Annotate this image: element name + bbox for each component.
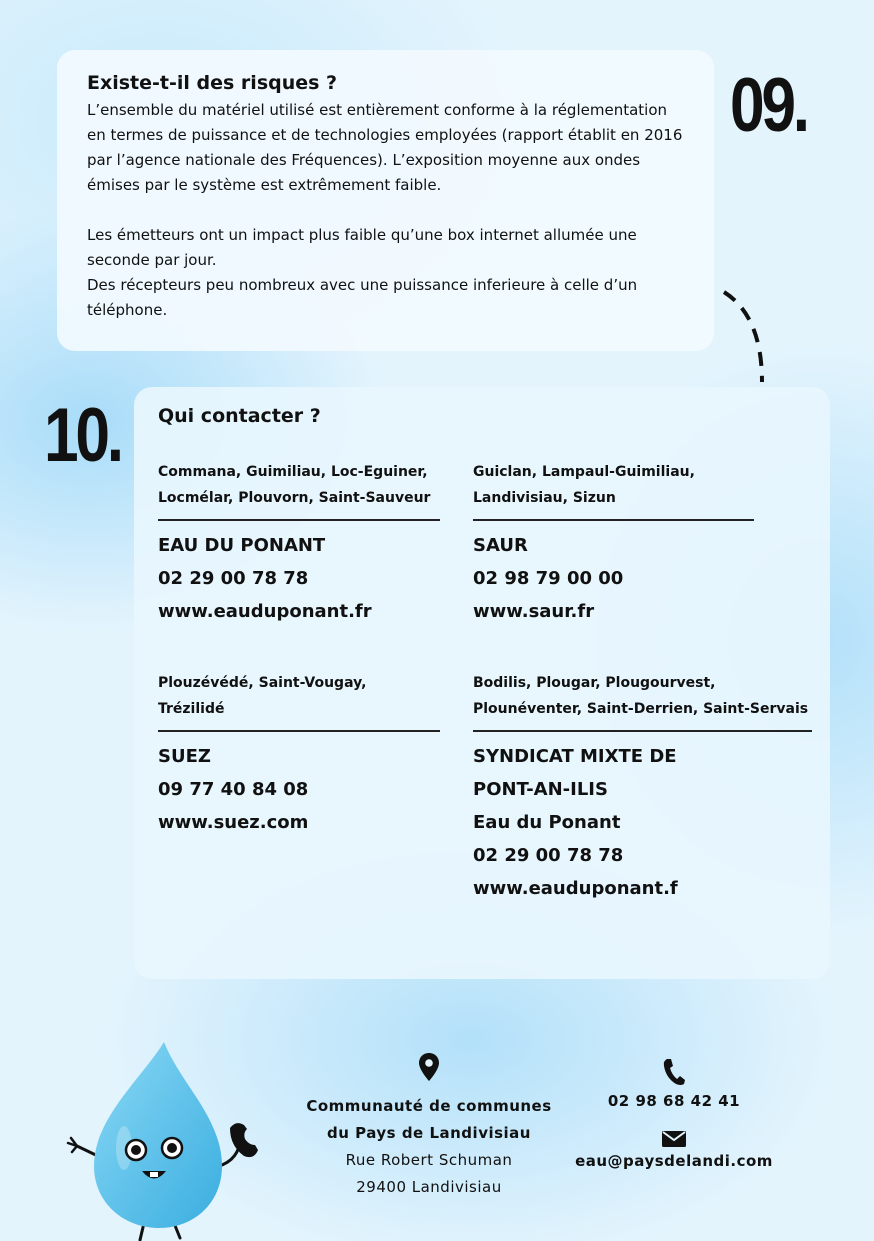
contact-website[interactable]: www.eauduponant.fr (158, 601, 372, 622)
contact-website[interactable]: www.suez.com (158, 812, 309, 833)
contact-block-eau-du-ponant (158, 459, 440, 628)
street-address: Rue Robert Schuman (345, 1151, 513, 1169)
contact-subname: Eau du Ponant (473, 812, 621, 833)
risks-paragraph-2: Les émetteurs ont un impact plus faible qu’une box internet allumée une seconde par jour. (87, 226, 637, 269)
risks-paragraph-3: Des récepteurs peu nombreux avec une puissance inferieure à celle d’un téléphone. (87, 276, 638, 319)
contact-phone[interactable]: 02 98 79 00 00 (473, 568, 624, 589)
location-pin-icon (418, 1052, 440, 1082)
contact-towns: Bodilis, Plougar, Plougourvest, (473, 675, 716, 691)
contact-block-suez (158, 670, 440, 839)
footer-phone[interactable]: 02 98 68 42 41 (607, 1092, 741, 1110)
contact-name: EAU DU PONANT (158, 535, 326, 556)
envelope-icon (661, 1130, 687, 1148)
contact-phone[interactable]: 09 77 40 84 08 (158, 779, 309, 800)
water-drop-mascot (62, 1038, 267, 1241)
contact-towns: Commana, Guimiliau, Loc-Eguiner, (158, 464, 428, 480)
contact-towns: Plounéventer, Saint-Derrien, Saint-Servais (473, 701, 809, 717)
divider (473, 730, 812, 732)
dashed-connector (700, 282, 780, 392)
contact-phone[interactable]: 02 29 00 78 78 (158, 568, 309, 589)
divider (158, 730, 440, 732)
contact-block-saur (473, 459, 754, 628)
city-address: 29400 Landivisiau (356, 1178, 502, 1196)
contact-name: PONT-AN-ILIS (473, 779, 608, 800)
contacts-card (134, 387, 830, 979)
contact-block-syndicat-mixte (473, 670, 812, 905)
contact-towns: Trézilidé (158, 701, 225, 717)
contact-name: SUEZ (158, 746, 211, 767)
contact-towns: Locmélar, Plouvorn, Saint-Sauveur (158, 490, 431, 506)
contact-info-block (574, 1058, 774, 1175)
contact-name: SAUR (473, 535, 528, 556)
address-block (292, 1052, 566, 1201)
risks-title: Existe-t-il des risques ? (87, 72, 338, 94)
contact-towns: Guiclan, Lampaul-Guimiliau, (473, 464, 695, 480)
contact-website[interactable]: www.saur.fr (473, 601, 595, 622)
risks-paragraph-1: L’ensemble du matériel utilisé est entièrement conforme à la réglementation en termes de puissance et de technologies employées (rapport établit en 2016 par l’agence nationale des Fréquences). L’exposition moyenne aux ondes émises par le système est extrêmement faible. (87, 101, 683, 194)
contact-towns: Plouzévédé, Saint-Vougay, (158, 675, 367, 691)
phone-icon (662, 1058, 686, 1086)
contact-name: SYNDICAT MIXTE DE (473, 746, 677, 767)
section-number-10: 10. (44, 393, 121, 478)
org-name-line-2: du Pays de Landivisiau (327, 1124, 531, 1142)
footer-email[interactable]: eau@paysdelandi.com (575, 1152, 773, 1170)
contact-towns: Landivisiau, Sizun (473, 490, 616, 506)
section-number-09: 09. (730, 63, 807, 148)
org-name-line-1: Communauté de communes (306, 1097, 552, 1115)
contact-website[interactable]: www.eauduponant.f (473, 878, 678, 899)
divider (473, 519, 754, 521)
divider (158, 519, 440, 521)
risks-card (57, 50, 714, 351)
contacts-title: Qui contacter ? (158, 405, 321, 427)
contact-phone[interactable]: 02 29 00 78 78 (473, 845, 624, 866)
